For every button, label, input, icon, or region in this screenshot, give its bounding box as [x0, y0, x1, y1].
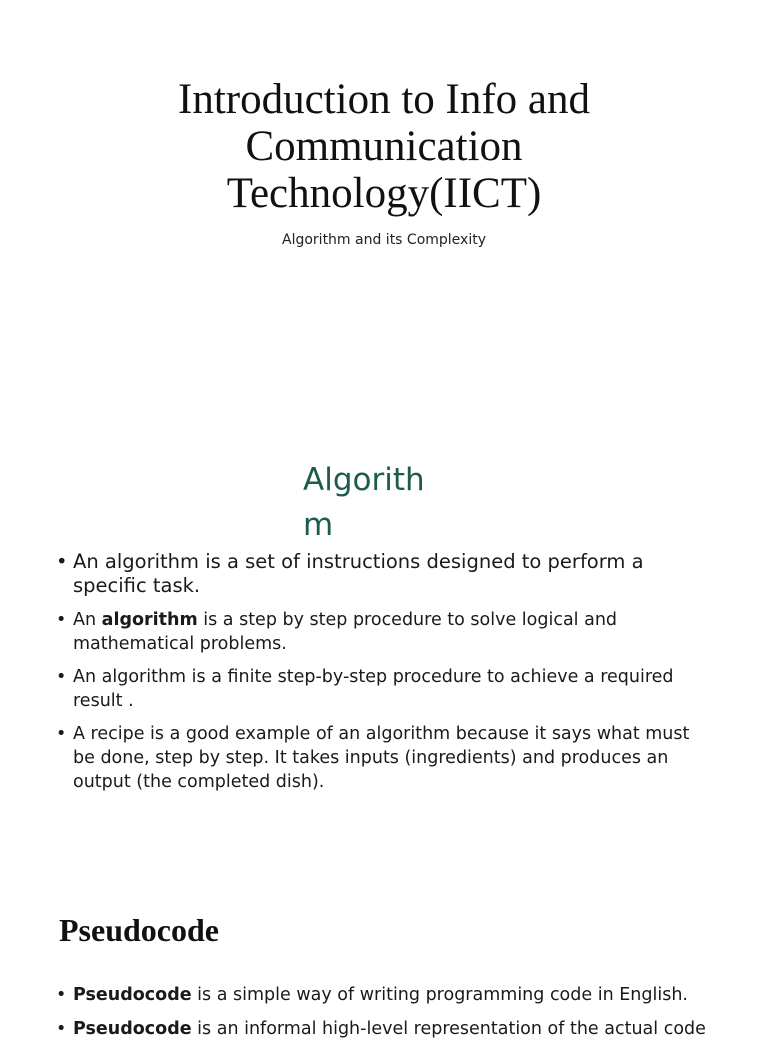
- presentation-title: [0, 76, 768, 217]
- bullet-dot: •: [56, 610, 67, 630]
- bullet-dot: •: [56, 550, 68, 573]
- list-item: [56, 983, 716, 1007]
- list-item: [56, 1017, 716, 1041]
- bullet-text: A recipe is a good example of an algorithm because it says what must be done, step by step. It takes inputs (ingredients) and produces an output (the completed dish).: [73, 724, 690, 792]
- algorithm-heading-line-2: m: [303, 507, 334, 543]
- list-item: [56, 608, 716, 656]
- algorithm-heading-line-1: Algorith: [303, 462, 425, 498]
- presentation-subtitle: Algorithm and its Complexity: [282, 232, 486, 248]
- bullet-text-suffix: is a simple way of writing programming code in English.: [191, 985, 688, 1005]
- list-item: [56, 665, 716, 713]
- bullet-bold-term: Pseudocode: [73, 1019, 192, 1039]
- pseudocode-bullet-list: [56, 983, 716, 1051]
- pseudocode-heading: Pseudocode: [59, 912, 219, 948]
- pseudocode-slide: [0, 890, 768, 1039]
- bullet-dot: •: [56, 667, 67, 687]
- bullet-dot: •: [56, 724, 67, 744]
- bullet-text-suffix: is an informal high-level representation of the actual code: [191, 1019, 706, 1039]
- bullet-text: An algorithm is a finite step-by-step procedure to achieve a required result .: [73, 667, 674, 711]
- title-line-2: Communication: [245, 123, 523, 170]
- bullet-text-suffix: is a step by step procedure to solve logical and mathematical problems.: [73, 610, 618, 654]
- algorithm-bullet-list: [56, 550, 716, 803]
- list-item: [56, 722, 716, 794]
- list-item: [56, 550, 716, 598]
- bullet-text-prefix: An: [73, 610, 102, 630]
- bullet-text: An algorithm is a set of instructions designed to perform a specific task.: [73, 550, 644, 597]
- title-slide: [0, 0, 768, 330]
- title-line-1: Introduction to Info and: [178, 76, 590, 123]
- bullet-dot: •: [56, 1019, 67, 1039]
- title-line-3: Technology(IICT): [226, 170, 542, 217]
- algorithm-slide: [0, 440, 768, 840]
- algorithm-heading: [303, 458, 425, 548]
- bullet-dot: •: [56, 985, 67, 1005]
- bullet-bold-term: algorithm: [101, 610, 198, 630]
- bullet-bold-term: Pseudocode: [73, 985, 192, 1005]
